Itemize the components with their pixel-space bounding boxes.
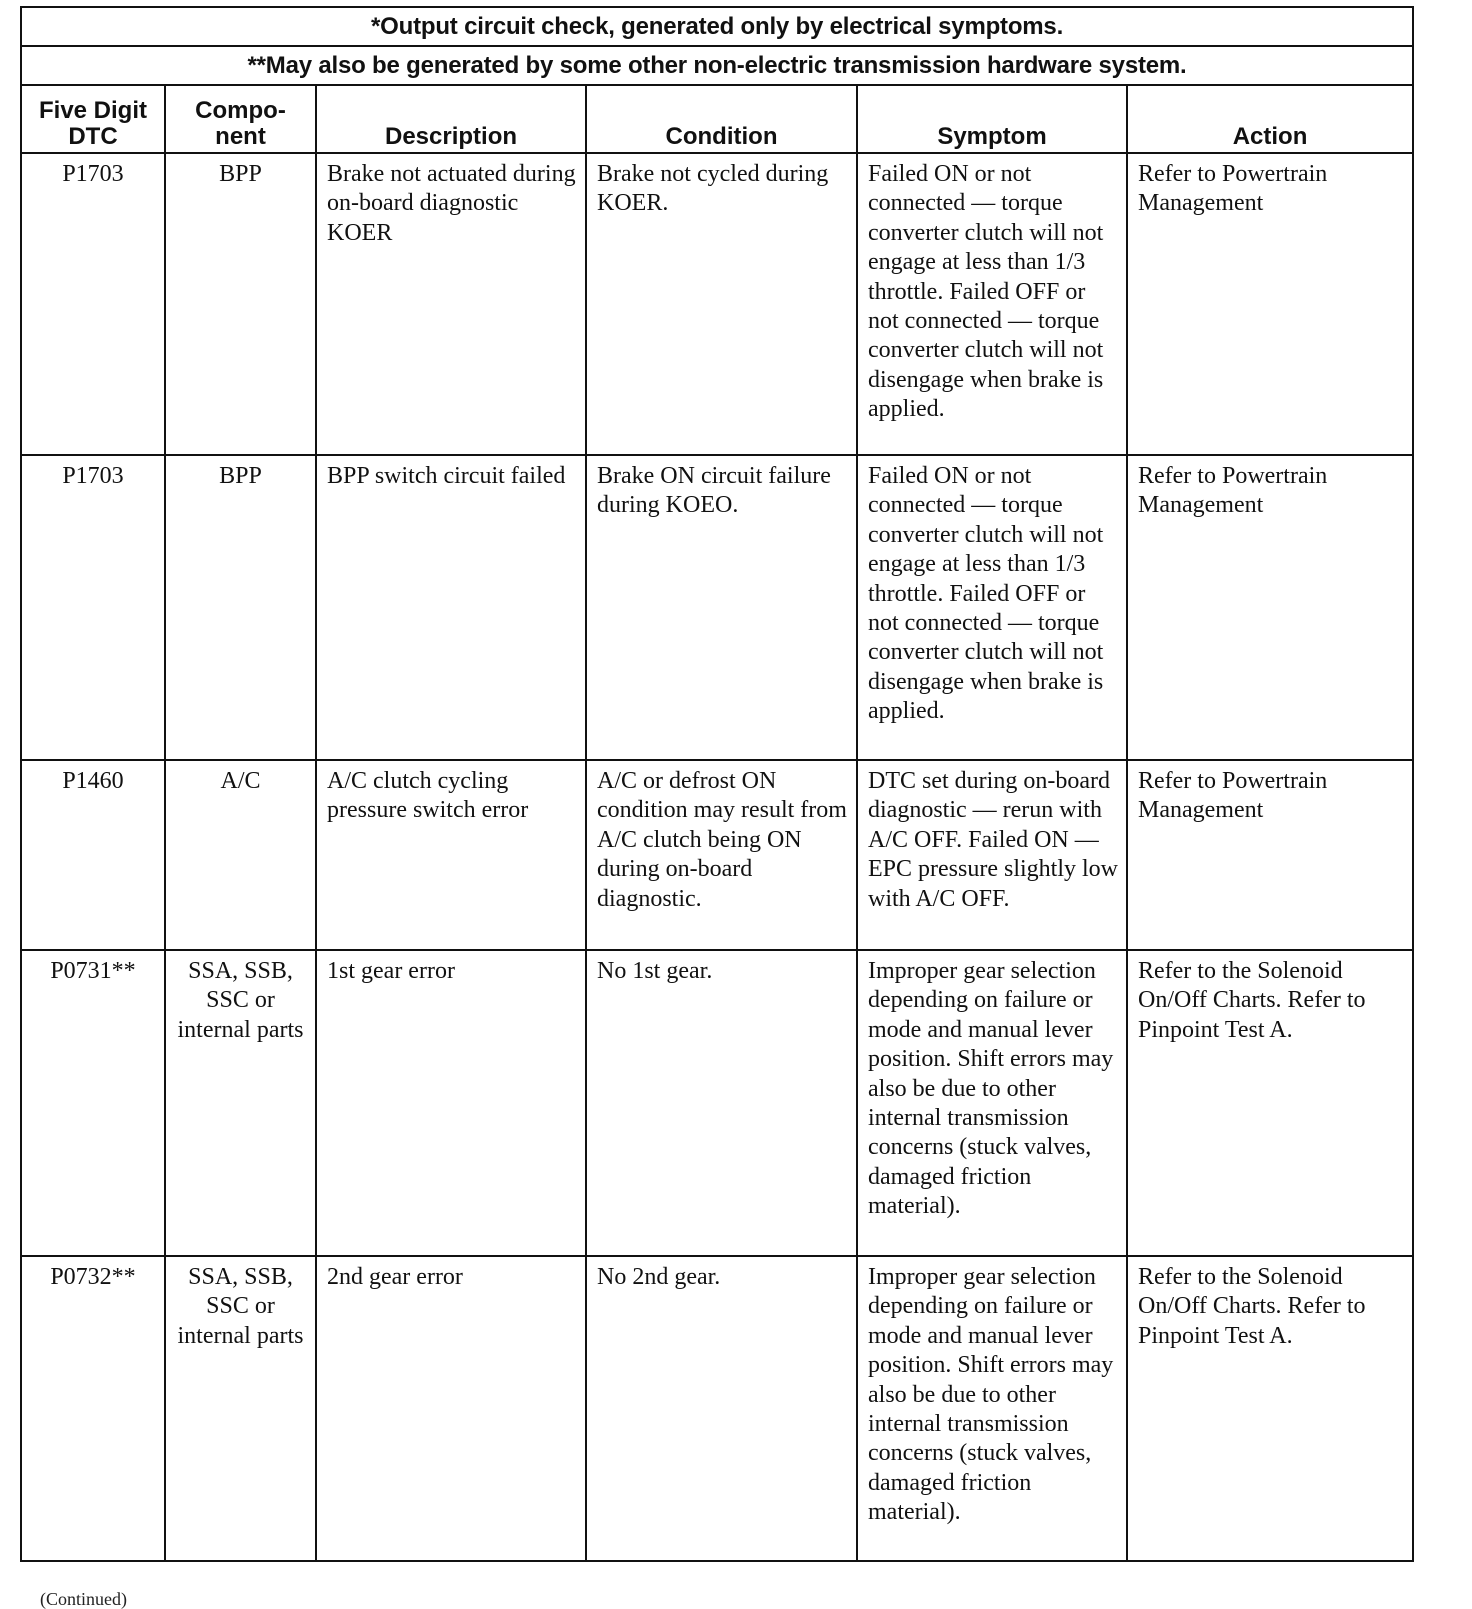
condition-cell: No 2nd gear. [586, 1256, 857, 1561]
header-description: Description [316, 85, 586, 153]
component-cell: BPP [165, 153, 316, 455]
header-row [21, 85, 1413, 153]
header-component: Compo- nent [165, 85, 316, 153]
action-cell: Refer to Powertrain Management [1127, 153, 1413, 455]
continued-note: (Continued) [40, 1589, 127, 1609]
condition-cell: Brake not cycled during KOER. [586, 153, 857, 455]
dtc-code-cell: P0732** [21, 1256, 165, 1561]
description-cell: A/C clutch cycling pressure switch error [316, 760, 586, 950]
header-action: Action [1127, 85, 1413, 153]
note-non-electric-hardware: **May also be generated by some other non-electric transmission hardware system. [21, 46, 1413, 85]
dtc-table-page [20, 6, 1412, 1562]
action-cell: Refer to the Solenoid On/Off Charts. Refer to Pinpoint Test A. [1127, 950, 1413, 1256]
action-cell: Refer to Powertrain Management [1127, 760, 1413, 950]
dtc-code-cell: P0731** [21, 950, 165, 1256]
description-cell: Brake not actuated during on-board diagnostic KOER [316, 153, 586, 455]
header-dtc: Five Digit DTC [21, 85, 165, 153]
symptom-cell: Improper gear selection depending on failure or mode and manual lever position. Shift errors may also be due to other internal transmission concerns (stuck valves, damaged friction material). [857, 1256, 1127, 1561]
description-cell: 2nd gear error [316, 1256, 586, 1561]
note-row-1 [21, 7, 1413, 46]
table-row [21, 950, 1413, 1256]
condition-cell: Brake ON circuit failure during KOEO. [586, 455, 857, 760]
dtc-table [20, 6, 1414, 1562]
component-cell: BPP [165, 455, 316, 760]
header-symptom: Symptom [857, 85, 1127, 153]
symptom-cell: Failed ON or not connected — torque converter clutch will not engage at less than 1/3 throttle. Failed OFF or not connected — torque converter clutch will not disengage when brake is applied. [857, 455, 1127, 760]
component-cell: SSA, SSB, SSC or internal parts [165, 950, 316, 1256]
component-cell: SSA, SSB, SSC or internal parts [165, 1256, 316, 1561]
description-cell: BPP switch circuit failed [316, 455, 586, 760]
symptom-cell: Improper gear selection depending on failure or mode and manual lever position. Shift errors may also be due to other internal transmission concerns (stuck valves, damaged friction material). [857, 950, 1127, 1256]
dtc-code-cell: P1703 [21, 455, 165, 760]
condition-cell: No 1st gear. [586, 950, 857, 1256]
table-row [21, 153, 1413, 455]
note-row-2 [21, 46, 1413, 85]
action-cell: Refer to Powertrain Management [1127, 455, 1413, 760]
dtc-code-cell: P1703 [21, 153, 165, 455]
condition-cell: A/C or defrost ON condition may result from A/C clutch being ON during on-board diagnostic. [586, 760, 857, 950]
table-row [21, 1256, 1413, 1561]
component-cell: A/C [165, 760, 316, 950]
note-electrical-symptoms: *Output circuit check, generated only by electrical symptoms. [21, 7, 1413, 46]
description-cell: 1st gear error [316, 950, 586, 1256]
dtc-code-cell: P1460 [21, 760, 165, 950]
table-row [21, 455, 1413, 760]
header-condition: Condition [586, 85, 857, 153]
table-row [21, 760, 1413, 950]
action-cell: Refer to the Solenoid On/Off Charts. Refer to Pinpoint Test A. [1127, 1256, 1413, 1561]
symptom-cell: Failed ON or not connected — torque converter clutch will not engage at less than 1/3 throttle. Failed OFF or not connected — torque converter clutch will not disengage when brake is applied. [857, 153, 1127, 455]
symptom-cell: DTC set during on-board diagnostic — rerun with A/C OFF. Failed ON — EPC pressure slightly low with A/C OFF. [857, 760, 1127, 950]
